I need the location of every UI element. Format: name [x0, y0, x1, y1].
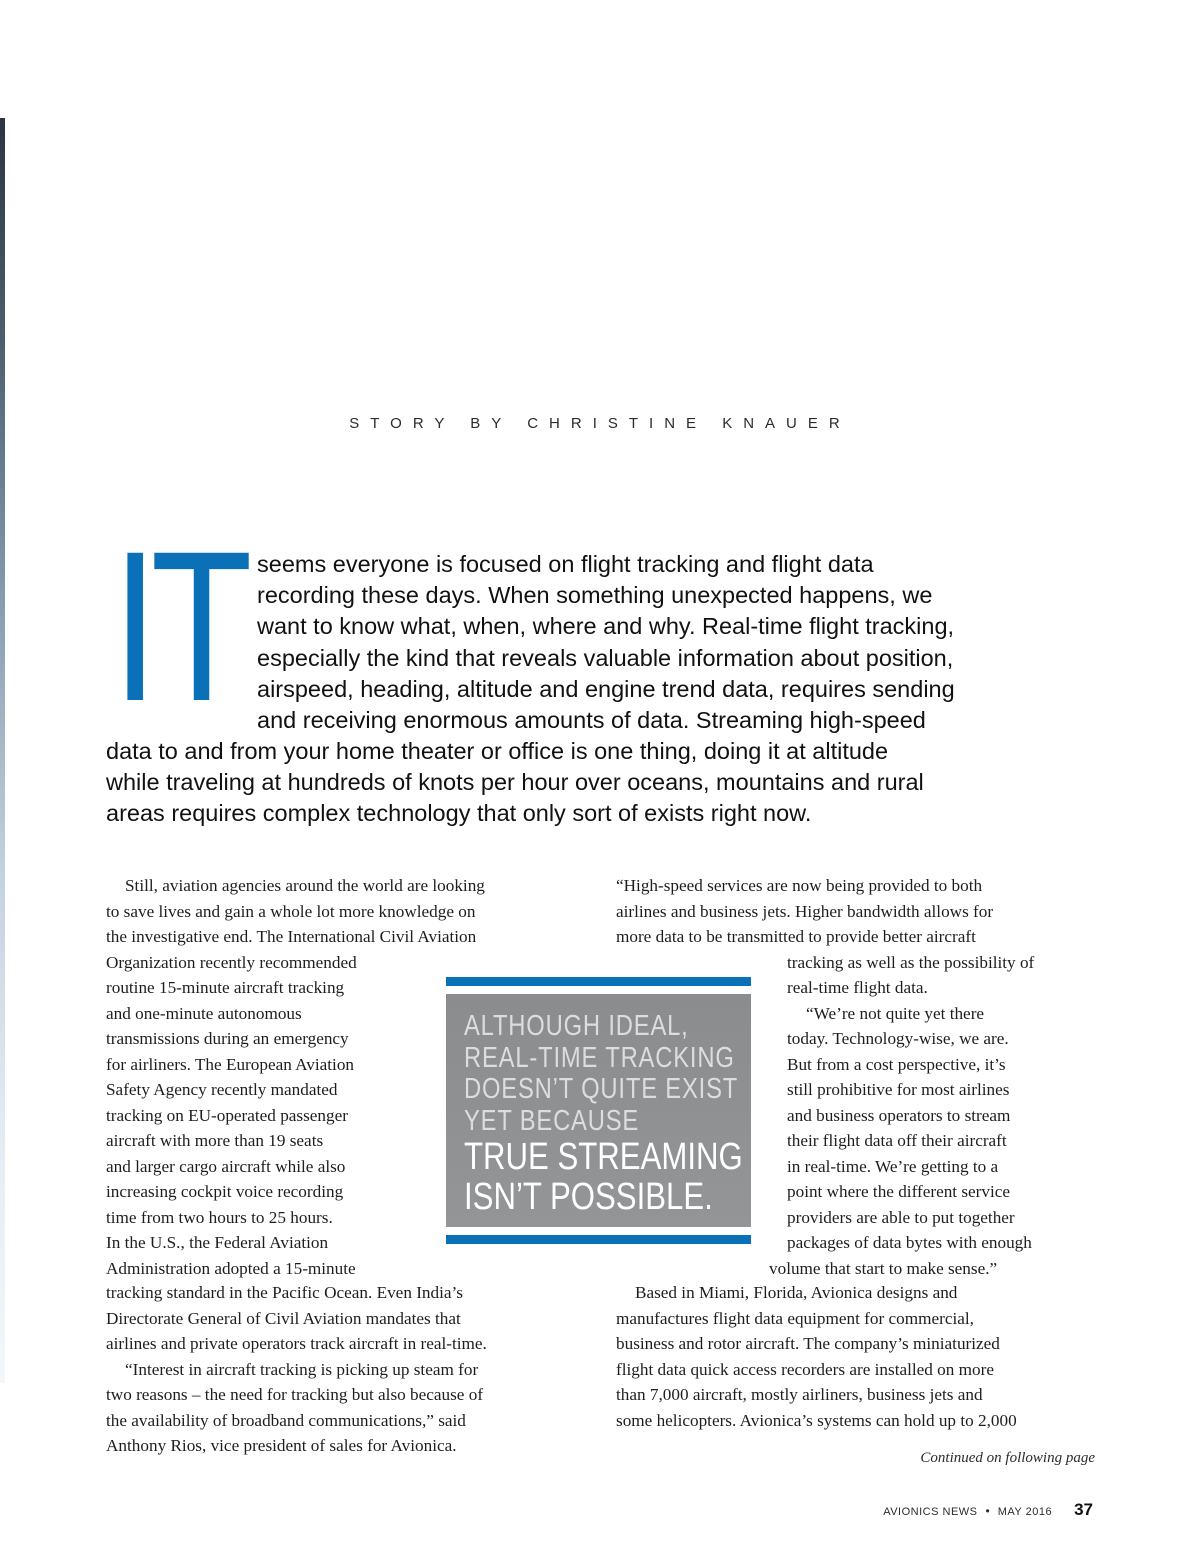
lead-line: data to and from your home theater or office is one thing, doing it at altitude: [106, 738, 889, 764]
body-line: and larger cargo aircraft while also: [106, 1156, 346, 1176]
body-line: Based in Miami, Florida, Avionica designs and: [635, 1283, 958, 1302]
body-line: transmissions during an emergency: [106, 1029, 349, 1048]
lead-line: seems everyone is focused on flight tracking and flight data: [257, 551, 874, 577]
body-line: aircraft with more than 19 seats: [106, 1131, 324, 1150]
byline: STORY BY CHRISTINE KNAUER: [349, 415, 851, 432]
page-number: 37: [1074, 1500, 1093, 1519]
body-line: time from two hours to 25 hours.: [106, 1207, 333, 1227]
body-line: In the U.S., the Federal Aviation: [106, 1233, 329, 1252]
right-column-bottom: [616, 1280, 1017, 1433]
body-line: than 7,000 aircraft, mostly airliners, business jets and: [616, 1385, 983, 1404]
body-line: the investigative end. The International Civil Aviation: [106, 927, 477, 946]
body-line: packages of data bytes with enough: [787, 1233, 1032, 1252]
body-line: their flight data off their aircraft: [787, 1131, 1007, 1150]
lead-line: especially the kind that reveals valuable information about position,: [257, 644, 954, 671]
magazine-name: AVIONICS NEWS: [883, 1506, 978, 1518]
pull-quote-emphasis: ISN’T POSSIBLE.: [464, 1176, 713, 1218]
body-line: airlines and business jets. Higher bandwidth allows for: [616, 901, 994, 921]
body-line: tracking as well as the possibility of: [787, 952, 1035, 972]
pull-quote-line: ALTHOUGH IDEAL,: [464, 1010, 689, 1042]
body-line: real-time flight data.: [787, 978, 928, 997]
pull-quote-line: YET BECAUSE: [464, 1104, 640, 1137]
body-line: for airliners. The European Aviation: [106, 1054, 355, 1074]
body-line: flight data quick access recorders are installed on more: [616, 1359, 994, 1379]
body-line: “We’re not quite yet there: [806, 1003, 985, 1023]
body-line: volume that start to make sense.”: [769, 1258, 998, 1278]
body-line: and business operators to stream: [787, 1105, 1011, 1125]
body-line: Organization recently recommended: [106, 952, 357, 972]
body-line: But from a cost perspective, it’s: [787, 1054, 1006, 1074]
body-line: business and rotor aircraft. The company’s miniaturized: [616, 1334, 1000, 1353]
body-line: point where the different service: [787, 1182, 1011, 1201]
pull-quote-line: REAL-TIME TRACKING: [464, 1041, 735, 1074]
body-line: more data to be transmitted to provide better aircraft: [616, 927, 976, 946]
lead-line: recording these days. When something unexpected happens, we: [257, 582, 933, 609]
page-footer: [0, 1500, 1093, 1520]
body-line: the availability of broadband communications,” said: [106, 1410, 466, 1430]
body-line: increasing cockpit voice recording: [106, 1182, 344, 1201]
lead-paragraph-full: [106, 736, 924, 830]
pull-quote-emphasis: TRUE STREAMING: [464, 1136, 743, 1178]
lead-line: airspeed, heading, altitude and engine trend data, requires sending: [257, 675, 955, 702]
body-line: today. Technology-wise, we are.: [787, 1029, 1009, 1048]
pull-quote-line: DOESN’T QUITE EXIST: [464, 1073, 739, 1105]
footer-separator: •: [985, 1504, 990, 1518]
body-line: in real-time. We’re getting to a: [787, 1156, 999, 1176]
body-line: two reasons – the need for tracking but also because of: [106, 1385, 484, 1404]
body-line: “Interest in aircraft tracking is picking up steam for: [125, 1359, 479, 1379]
body-line: routine 15-minute aircraft tracking: [106, 978, 345, 997]
cover-photo-edge: [0, 118, 5, 1383]
continued-note: Continued on following page: [920, 1450, 1095, 1466]
body-line: some helicopters. Avionica’s systems can hold up to 2,000: [616, 1410, 1017, 1430]
right-column-top: [616, 873, 1034, 1281]
body-line: still prohibitive for most airlines: [787, 1080, 1010, 1099]
lead-paragraph-indented: [257, 549, 955, 736]
lead-line: want to know what, when, where and why. Real-time flight tracking,: [257, 613, 955, 640]
body-line: manufactures flight data equipment for commercial,: [616, 1308, 974, 1328]
body-line: providers are able to put together: [787, 1207, 1015, 1227]
body-line: Anthony Rios, vice president of sales for Avionica.: [106, 1436, 457, 1455]
body-line: Still, aviation agencies around the world are looking: [125, 876, 485, 895]
lead-line: areas requires complex technology that only sort of exists right now.: [106, 800, 812, 827]
lead-line: and receiving enormous amounts of data. Streaming high-speed: [257, 707, 926, 734]
left-column-top: [106, 873, 485, 1281]
body-line: tracking standard in the Pacific Ocean. Even India’s: [106, 1283, 463, 1302]
body-line: to save lives and gain a whole lot more knowledge on: [106, 901, 476, 921]
body-line: and one-minute autonomous: [106, 1003, 302, 1023]
left-column-bottom: [106, 1280, 487, 1459]
body-line: “High-speed services are now being provided to both: [616, 876, 983, 895]
lead-line: while traveling at hundreds of knots per hour over oceans, mountains and rural: [106, 769, 924, 796]
body-line: Administration adopted a 15-minute: [106, 1258, 356, 1278]
body-line: tracking on EU-operated passenger: [106, 1105, 348, 1125]
drop-cap: IT: [112, 507, 245, 746]
body-line: airlines and private operators track aircraft in real-time.: [106, 1334, 487, 1353]
issue-date: MAY 2016: [997, 1506, 1053, 1518]
body-line: Safety Agency recently mandated: [106, 1080, 338, 1099]
body-line: Directorate General of Civil Aviation mandates that: [106, 1308, 461, 1328]
